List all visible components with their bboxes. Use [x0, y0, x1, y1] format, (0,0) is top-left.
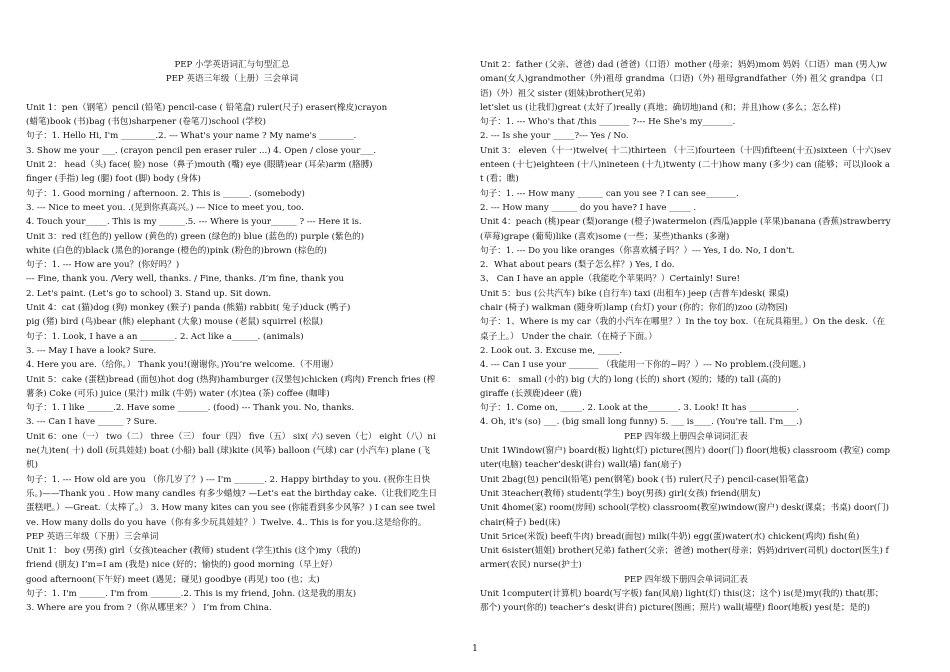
text-line: 句子：1. --- Do you like oranges（你喜欢橘子吗？）--- Yes, I do. No, I don't.: [480, 245, 795, 256]
text-line: let’slet us (让我们)great (太好了)really (真地；确切地)and (和；并且)how (多么；怎么样): [480, 102, 841, 113]
text-line: Unit 5：cake (蛋糕)bread (面包)hot dog (热狗)hamburger (汉堡包)chicken (鸡肉) French fries (榨薯条) Coke (可乐) juice (果汁) milk (牛奶) water (水)tea (茶) coffee (咖啡): [26, 374, 436, 399]
text-line: --- Fine, thank you. /Very well, thanks. / Fine, thanks. /I’m fine, thank you: [26, 274, 345, 285]
text-line: 2. --- Is she your _____?--- Yes / No.: [480, 131, 629, 142]
text-line: 3. Show me your ___. (crayon pencil pen eraser ruler ...) 4. Open / close your___.: [26, 145, 377, 156]
text-line: 4. --- Can I use your _______ （我能用一下你的~吗？）--- No problem.(没问题。): [480, 360, 806, 371]
text-line: Unit 5rice(米饭) beef(牛肉) bread(面包) milk(牛奶) egg(蛋)water(水) chicken(鸡肉) fish(鱼): [480, 531, 860, 542]
text-line: Unit 3：red (红色的) yellow (黄色的) green (绿色的) blue (蓝色的) purple (紫色的): [26, 231, 365, 242]
text-line: 句子：1. --- How are you？(你好吗？): [26, 260, 180, 271]
text-line: 句子：1. Good morning / afternoon. 2. This is ______. (somebody): [26, 188, 305, 199]
text-line: Unit 2bag(包) pencil(铅笔) pen(钢笔) book (书) ruler(尺子) pencil-case(铅笔盒): [480, 474, 809, 485]
text-line: chair (椅子) walkman (随身听)lamp (台灯) your (你的；你们的)zoo (动物园): [480, 303, 788, 314]
left-column: [26, 58, 438, 616]
right-column: [480, 58, 892, 616]
text-line: finger (手指) leg (腿) foot (脚) body (身体): [26, 174, 201, 185]
text-line: giraffe (长颈鹿)deer (鹿): [480, 388, 582, 399]
text-line: 句子：1. Hello Hi, I'm ________.2. --- What's your name ? My name's ________.: [26, 131, 357, 142]
text-line: Unit 4home(家) room(房间) school(学校) classroom(教室)window(窗户) desk(课桌；书桌) door(门) chair(椅子) bed(床): [480, 503, 890, 528]
text-line: Unit 1computer(计算机) board(写字板) fan(风扇) light(灯) this(这；这个) is(是)my(我的) that(那；那个) your(你的) teacher’s desk(讲台) picture(图画；照片) wall(墙壁) floor(地板) yes(是；是的): [480, 588, 884, 614]
text-line: Unit 4：peach (桃)pear (梨)orange (橙子)watermelon (西瓜)apple (苹果)banana (香蕉)strawberry (草莓)grape (葡萄)like (喜欢)some (一些；某些)thanks (多谢): [480, 217, 891, 242]
text-line: 2．What about pears (梨子怎么样？) Yes, I do.: [480, 260, 675, 271]
text-line: Unit 2： head（头) face( 脸) nose（鼻子)mouth (嘴) eye (眼睛)ear (耳朵)arm (胳膊): [26, 160, 373, 171]
text-line: 4. Oh, it's (so) ___. (big small long funny) 5. ___ is____. (You're tall. I'm___.): [480, 417, 803, 428]
text-line: Unit 1Window(窗户) board(板) light(灯) picture(图片) door(门) floor(地板) classroom (教室) computer(电脑) teacher’desk(讲台) wall(墙) fan(扇子): [480, 446, 891, 471]
text-line: 3. Where are you from ?（你从哪里来？） I’m from China.: [26, 603, 272, 614]
text-line: PEP 四年级下册四会单词词汇表: [624, 574, 748, 585]
text-line: PEP 英语三年级（下册）三会单词: [26, 531, 159, 542]
text-line: 2. --- How many ______ do you have? I have _____ .: [480, 202, 697, 213]
text-line: good afternoon(下午好) meet (遇见；碰见) goodbye (再见) too (也；太): [26, 574, 320, 585]
text-line: 3. --- May I have a look? Sure.: [26, 345, 157, 356]
text-line: 句子：1. I like ______.2. Have some _______. (food) --- Thank you. No, thanks.: [26, 403, 355, 414]
text-line: Unit 1：pen（钢笔）pencil (铅笔) pencil-case ( 铅笔盒) ruler(尺子) eraser(橡皮)crayon: [26, 102, 388, 113]
text-line: 2. Look out. 3. Excuse me, _____.: [480, 345, 623, 356]
text-line: white (白色的)black (黑色的)orange (橙色的)pink (粉色的)brown (棕色的): [26, 245, 327, 256]
text-line: Unit 4：cat (猫)dog (狗) monkey (猴子) panda (熊猫) rabbit( 兔子)duck (鸭子): [26, 303, 351, 314]
text-line: Unit 3teacher(教师) student(学生) boy(男孩) girl(女孩) friend(朋友): [480, 488, 761, 499]
text-line: 4. Here you are.（给你。） Thank you!(谢谢你。)You’re welcome.（不用谢）: [26, 360, 339, 371]
text-line: 句子：1. Come on, _____. 2. Look at the_______. 3. Look! It has ___________.: [480, 403, 800, 414]
text-line: Unit 5：bus (公共汽车) bike (自行车) taxi (出租车) jeep (吉普车)desk( 课桌): [480, 288, 789, 299]
text-line: friend (朋友) I’m=I am (我是) nice (好的；愉快的) good morning（早上好）: [26, 560, 338, 571]
text-line: PEP 英语三年级（上册）三会单词: [165, 74, 299, 85]
text-line: Unit 1： boy (男孩) girl（女孩)teacher (教师) student (学生)this (这个)my（我的): [26, 546, 361, 557]
text-line: Unit 6：one（一） two（二） three（三） four（四） five（五） six( 六) seven（七） eight（八）nine(九)ten( 十) doll (玩具娃娃) boat (小船) ball (球)kite (风筝) balloon (气球) car (小汽车) plane (飞机): [26, 431, 436, 471]
text-line: 句子：1. I'm ______. I'm from _______.2. This is my friend, John. (这是我的朋友): [26, 588, 357, 599]
text-line: 句子：1. Look, I have a an ________. 2. Act like a______. (animals): [26, 331, 304, 342]
text-line: (蜡笔)book (书)bag (书包)sharpener (卷笔刀)school (学校): [26, 117, 266, 128]
text-line: Unit 6： small (小的) big (大的) long (长的) short (短的；矮的) tall (高的): [480, 374, 781, 385]
text-line: 句子：1、Where is my car（我的小汽车在哪里？）In the toy box.（在玩具箱里。）On the desk.（在桌子上。） Under the chair.（在椅子下面。）: [480, 317, 886, 342]
text-line: 句子：1. --- How old are you （你几岁了？) --- I'm _______. 2. Happy birthday to you. (祝你生日快乐。)——Thank you . How many candles 有多少蜡烛? —Let’s eat the birthday cake.（让我们吃生日蛋糕吧。）—Great.（太棒了。） 3. How many kites can you see (你能看到多少风筝？) I can see twelve. How many dolls do you have（你有多少玩具娃娃？）Twelve. 4.. This is for you.这是给你的。: [26, 474, 438, 528]
text-line: 2. Let's paint. (Let's go to school) 3. Stand up. Sit down.: [26, 288, 272, 299]
text-line: 句子：1. --- How many ______ can you see ? I can see_______.: [480, 188, 739, 199]
text-line: PEP 四年级上册四会单词词汇表: [624, 431, 748, 442]
text-line: 句子：1. --- Who's that /this _______ ?--- He She's my_______.: [480, 117, 736, 128]
text-line: Unit 6sister(姐姐) brother(兄弟) father(父亲；爸爸) mother(母亲；妈妈)driver(司机) doctor(医生) farmer(农民) nurse(护士): [480, 546, 889, 571]
text-line: 4. Touch your_____. This is my ______.5. --- Where is your______ ? --- Here it is.: [26, 217, 362, 228]
text-line: 3、 Can I have an apple（我能吃个苹果吗？）Certainly! Sure!: [480, 274, 740, 285]
text-line: 3. --- Can I have ______ ? Sure.: [26, 417, 157, 428]
text-line: pig (猪) bird (鸟)bear (熊) elephant (大象) mouse (老鼠) squirrel (松鼠): [26, 317, 323, 328]
text-line: Unit 3： eleven（十一)twelve( 十二)thirteen （十三)fourteen（十四)fifteen(十五)sixteen（十六)seventeen (十七)eighteen (十八)nineteen (十九)twenty (二十)how many (多少) can (能够；可以)look at (看；瞧): [480, 145, 892, 185]
text-line: [26, 87, 438, 101]
text-line: 3. --- Nice to meet you. .(见到你真高兴。) --- Nice to meet you, too.: [26, 202, 304, 213]
page-number: 1: [472, 644, 478, 654]
text-line: PEP 小学英语词汇与句型汇总: [174, 60, 290, 70]
text-line: Unit 2：father (父亲、爸爸) dad (爸爸)（口语）mother (母亲；妈妈)mom 妈妈（口语）man (男人)woman(女人)grandmother（外)祖母 grandma（口语)（外) 祖母grandfather（外) 祖父 grandpa（口语)（外）祖父 sister (姐妹)brother(兄弟): [480, 60, 887, 99]
